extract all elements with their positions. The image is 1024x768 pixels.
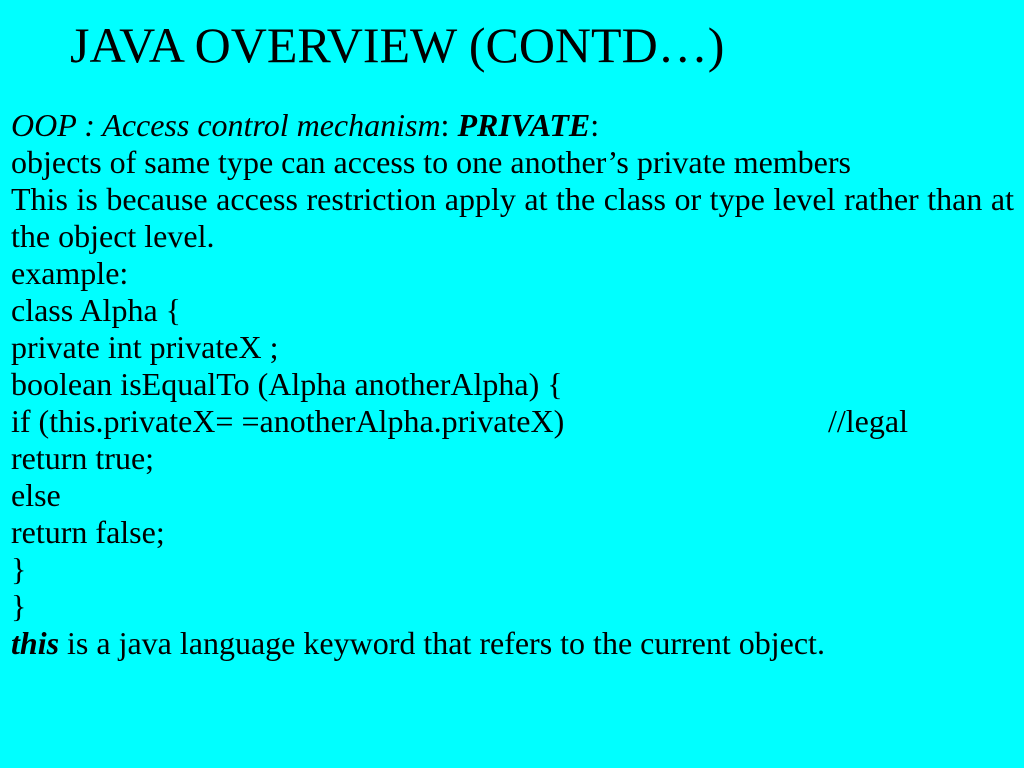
code-line-close-class: } [11, 588, 27, 624]
code-line-return-true: return true; [11, 440, 155, 476]
heading-private: PRIVATE [457, 107, 591, 143]
code-line-close-method: } [11, 551, 27, 587]
slide-body [11, 107, 1014, 662]
code-line-method: boolean isEqualTo (Alpha anotherAlpha) { [11, 366, 563, 402]
heading-colon-end: : [590, 107, 600, 143]
paragraph-this-keyword [11, 625, 1014, 662]
code-line-return-false: return false; [11, 514, 165, 550]
code-line-else: else [11, 477, 61, 513]
code-if-statement: if (this.privateX= =anotherAlpha.privateX) [11, 403, 565, 439]
heading-colon: : [440, 107, 458, 143]
heading-line [11, 107, 1014, 144]
code-line-if [11, 403, 1014, 440]
example-label: example: [11, 255, 129, 291]
paragraph-restriction: This is because access restriction apply at the class or type level rather than at the object level. [11, 181, 1014, 254]
code-line-class: class Alpha { [11, 292, 181, 328]
code-comment-legal: //legal [828, 403, 908, 439]
paragraph-private-access: objects of same type can access to one another’s private members [11, 144, 851, 180]
this-keyword: this [11, 625, 60, 661]
this-keyword-explanation: is a java language keyword that refers to the current object. [59, 625, 825, 661]
code-line-field: private int privateX ; [11, 329, 279, 365]
heading-italic: OOP : Access control mechanism [11, 107, 441, 143]
slide-title: JAVA OVERVIEW (CONTD…) [70, 17, 725, 73]
